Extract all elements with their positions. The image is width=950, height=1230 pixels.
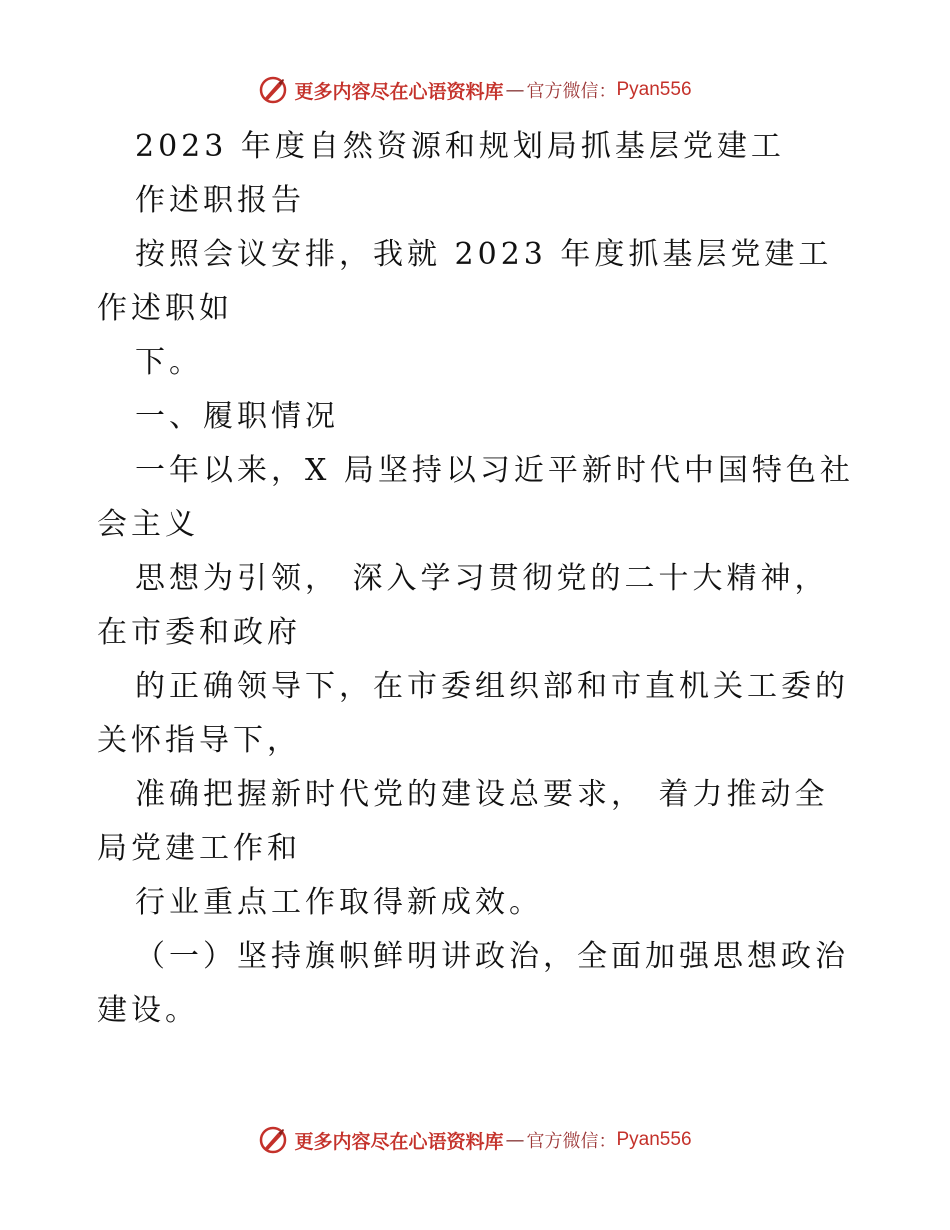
doc-line: 关怀指导下， [97, 723, 301, 758]
footer-watermark-banner [0, 1120, 950, 1160]
doc-line: 思想为引领， 深入学习贯彻党的二十大精神， [135, 561, 829, 596]
banner-wechat-id: Pyan556 [616, 1129, 692, 1150]
doc-line: 一年以来，X 局坚持以习近平新时代中国特色社 [135, 453, 854, 488]
document-body [97, 120, 857, 1038]
banner-dash: — [505, 1129, 525, 1151]
doc-line: 准确把握新时代党的建设总要求， 着力推动全 [135, 777, 829, 812]
header-watermark-banner [0, 70, 950, 110]
doc-line: 的正确领导下，在市委组织部和市直机关工委的 [135, 669, 849, 704]
banner-text: 更多内容尽在心语资料库 [294, 80, 504, 103]
doc-line: 行业重点工作取得新成效。 [135, 885, 543, 920]
quill-pen-logo-icon [258, 75, 288, 105]
doc-line: 按照会议安排，我就 2023 年度抓基层党建工 [135, 237, 833, 272]
doc-line: 在市委和政府 [97, 615, 301, 650]
doc-line: 局党建工作和 [97, 831, 301, 866]
banner-wechat-id: Pyan556 [616, 79, 692, 100]
doc-line: 下。 [135, 345, 203, 380]
section-heading: 一、履职情况 [135, 399, 339, 434]
banner-dash: — [505, 79, 525, 101]
doc-title-line-1: 2023 年度自然资源和规划局抓基层党建工 [135, 129, 785, 164]
doc-title-line-2: 作述职报告 [135, 183, 305, 218]
banner-text: 更多内容尽在心语资料库 [294, 1130, 504, 1153]
banner-wechat-label: 官方微信： [526, 1131, 617, 1152]
doc-line: 建设。 [97, 993, 199, 1028]
banner-wechat-label: 官方微信： [526, 81, 617, 102]
doc-line: 作述职如 [97, 291, 233, 326]
quill-pen-logo-icon [258, 1125, 288, 1155]
subsection-heading: （一）坚持旗帜鲜明讲政治，全面加强思想政治 [135, 939, 849, 974]
doc-line: 会主义 [97, 507, 199, 542]
